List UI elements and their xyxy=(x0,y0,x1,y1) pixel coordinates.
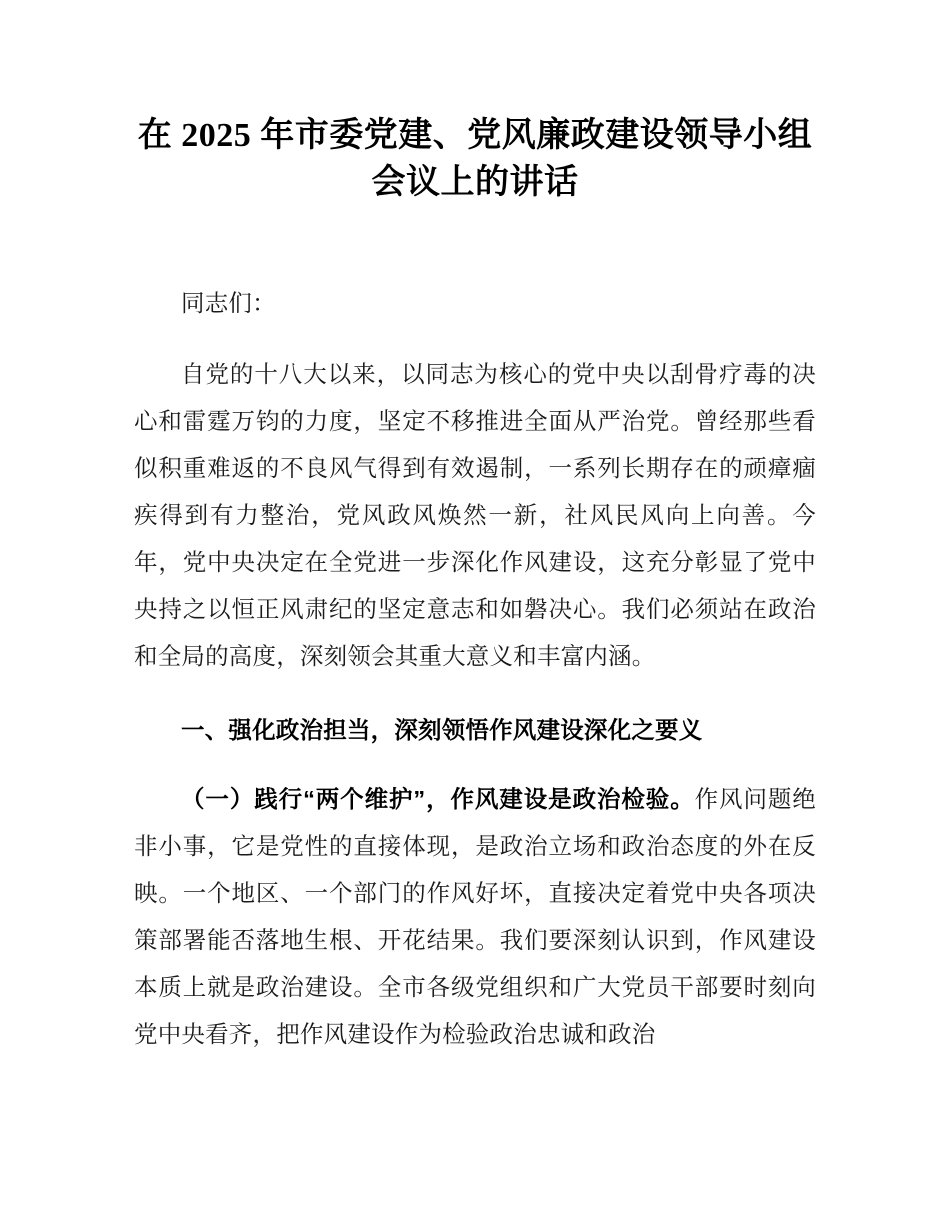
body-paragraph-1: 自党的十八大以来，以同志为核心的党中央以刮骨疗毒的决心和雷霆万钧的力度，坚定不移推进全面从严治党。曾经那些看似积重难返的不良风气得到有效遏制，一系列长期存在的顽瘴痼疾得到有力整治，党风政风焕然一新，社风民风向上向善。今年，党中央决定在全党进一步深化作风建设，这充分彰显了党中央持之以恒正风肃纪的坚定意志和如磐决心。我们必须站在政治和全局的高度，深刻领会其重大意义和丰富内涵。 xyxy=(134,362,816,670)
subsection-body-text: 作风问题绝非小事，它是党性的直接体现，是政治立场和政治态度的外在反映。一个地区、一个部门的作风好坏，直接决定着党中央各项决策部署能否落地生根、开花结果。我们要深刻认识到，作风建设本质上就是政治建设。全市各级党组织和广大党员干部要时刻向党中央看齐，把作风建设作为检验政治忠诚和政治 xyxy=(134,787,817,1048)
title-line-1: 在 2025 年市委党建、党风廉政建设领导小组 xyxy=(137,117,813,154)
title-line-2: 会议上的讲话 xyxy=(371,164,579,201)
salutation: 同志们： xyxy=(181,291,276,317)
section-heading-1: 一、强化政治担当，深刻领悟作风建设深化之要义 xyxy=(181,717,703,743)
subsection-lead-in: （一）践行“两个维护”，作风建设是政治检验。 xyxy=(181,786,695,812)
subsection-paragraph-1 xyxy=(134,776,816,1059)
document-content xyxy=(134,0,816,1059)
page-title xyxy=(134,0,816,206)
